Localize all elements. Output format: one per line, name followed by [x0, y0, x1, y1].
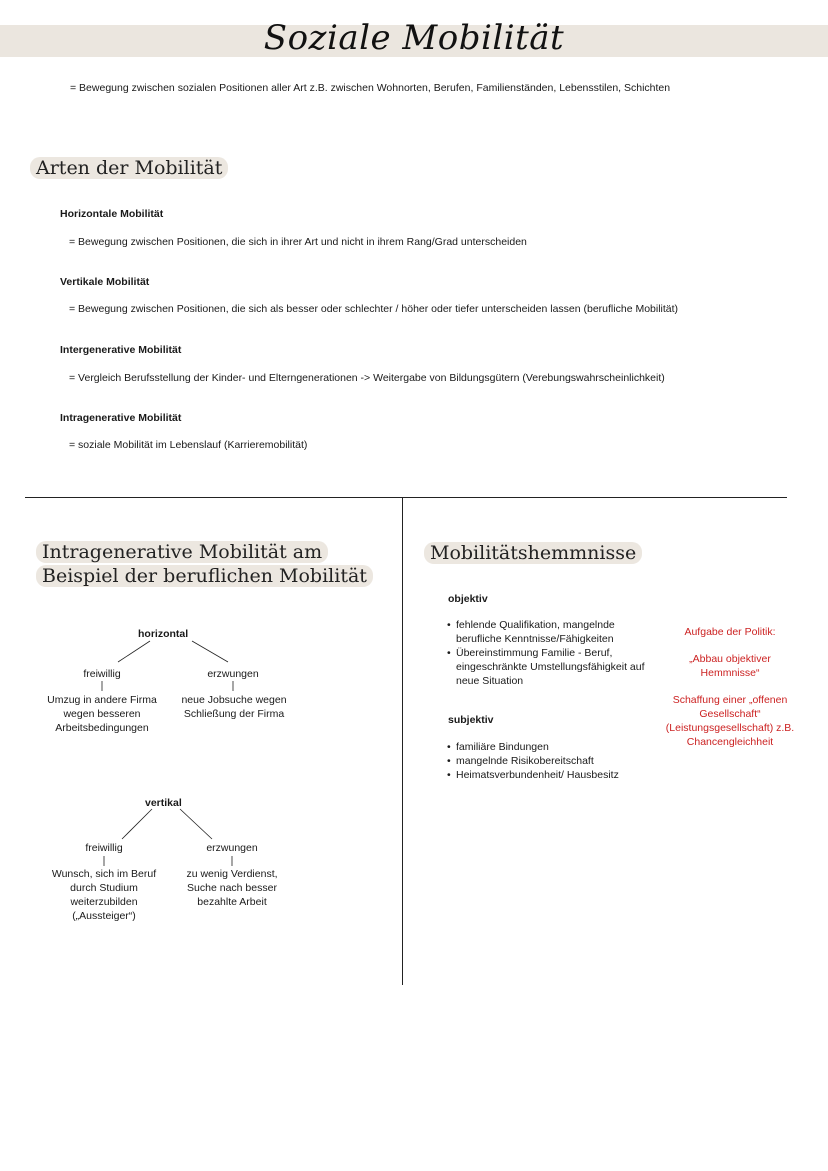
intragenerative-heading-line1: Intragenerative Mobilität am — [36, 541, 328, 563]
arten-heading-text: Arten der Mobilität — [30, 157, 228, 179]
vertical-divider — [402, 497, 403, 985]
tree-vertikal-erzwungen-text: zu wenig Verdienst, Suche nach besser bezahlte Arbeit — [186, 868, 278, 908]
list-item: • familiäre Bindungen — [447, 740, 667, 754]
politik-heading: Aufgabe der Politik: — [684, 626, 776, 638]
hemmnisse-heading — [424, 542, 642, 564]
arten-heading — [30, 157, 228, 179]
intragenerative-def: = soziale Mobilität im Lebenslauf (Karrieremobilität) — [69, 439, 308, 451]
tree-horizontal-erzwungen: erzwungen — [207, 668, 259, 680]
tree-vertikal-erzwungen: erzwungen — [206, 842, 258, 854]
politik-gesellschaft: Schaffung einer „offenen Gesellschaft“ (Leistungsgesellschaft) z.B. Chancengleichheit — [665, 694, 795, 748]
vertikale-def: = Bewegung zwischen Positionen, die sich als besser oder schlechter / höher oder tiefer unterscheiden lassen (berufliche Mobilität) — [69, 303, 679, 315]
tree-vertikal-freiwillig: freiwillig — [85, 842, 123, 854]
horizontale-term: Horizontale Mobilität — [60, 208, 164, 220]
tree-horizontal-freiwillig-text: Umzug in andere Firma wegen besseren Arbeitsbedingungen — [47, 694, 157, 734]
intragenerative-heading — [36, 540, 373, 588]
horizontale-def: = Bewegung zwischen Positionen, die sich in ihrer Art und nicht in ihrem Rang/Grad unterscheiden — [69, 236, 527, 248]
intragenerative-term: Intragenerative Mobilität — [60, 412, 182, 424]
horizontal-divider — [25, 497, 787, 498]
intergenerative-term: Intergenerative Mobilität — [60, 344, 182, 356]
intragenerative-heading-line2: Beispiel der beruflichen Mobilität — [36, 565, 373, 587]
vertikale-term: Vertikale Mobilität — [60, 276, 150, 288]
tree-vertikal-root: vertikal — [145, 797, 182, 809]
tree-horizontal-erzwungen-text: neue Jobsuche wegen Schließung der Firma — [181, 694, 287, 720]
objektiv-label: objektiv — [448, 593, 488, 605]
list-item: • Heimatsverbundenheit/ Hausbesitz — [447, 768, 667, 782]
objektiv-list — [447, 618, 652, 688]
subjektiv-list — [447, 740, 667, 782]
list-item: • Übereinstimmung Familie - Beruf, eingeschränkte Umstellungsfähigkeit auf neue Situation — [447, 646, 652, 688]
page-title: Soziale Mobilität — [263, 18, 565, 58]
politik-abbau: „Abbau objektiver Hemmnisse“ — [689, 653, 771, 679]
subjektiv-label: subjektiv — [448, 714, 494, 726]
hemmnisse-heading-text: Mobilitätshemmnisse — [424, 542, 642, 564]
definition-text: = Bewegung zwischen sozialen Positionen aller Art z.B. zwischen Wohnorten, Berufen, Familienständen, Lebensstilen, Schichten — [70, 82, 671, 94]
tree-horizontal-freiwillig: freiwillig — [83, 668, 121, 680]
tree-horizontal-root: horizontal — [138, 628, 189, 640]
list-item: • fehlende Qualifikation, mangelnde berufliche Kenntnisse/Fähigkeiten — [447, 618, 652, 646]
intergenerative-def: = Vergleich Berufsstellung der Kinder- und Elterngenerationen -> Weitergabe von Bildungsgütern (Verebungswahrscheinlichkeit) — [69, 372, 665, 384]
list-item: • mangelnde Risikobereitschaft — [447, 754, 667, 768]
tree-vertikal-freiwillig-text: Wunsch, sich im Beruf durch Studium weiterzubilden („Aussteiger“) — [51, 868, 157, 922]
